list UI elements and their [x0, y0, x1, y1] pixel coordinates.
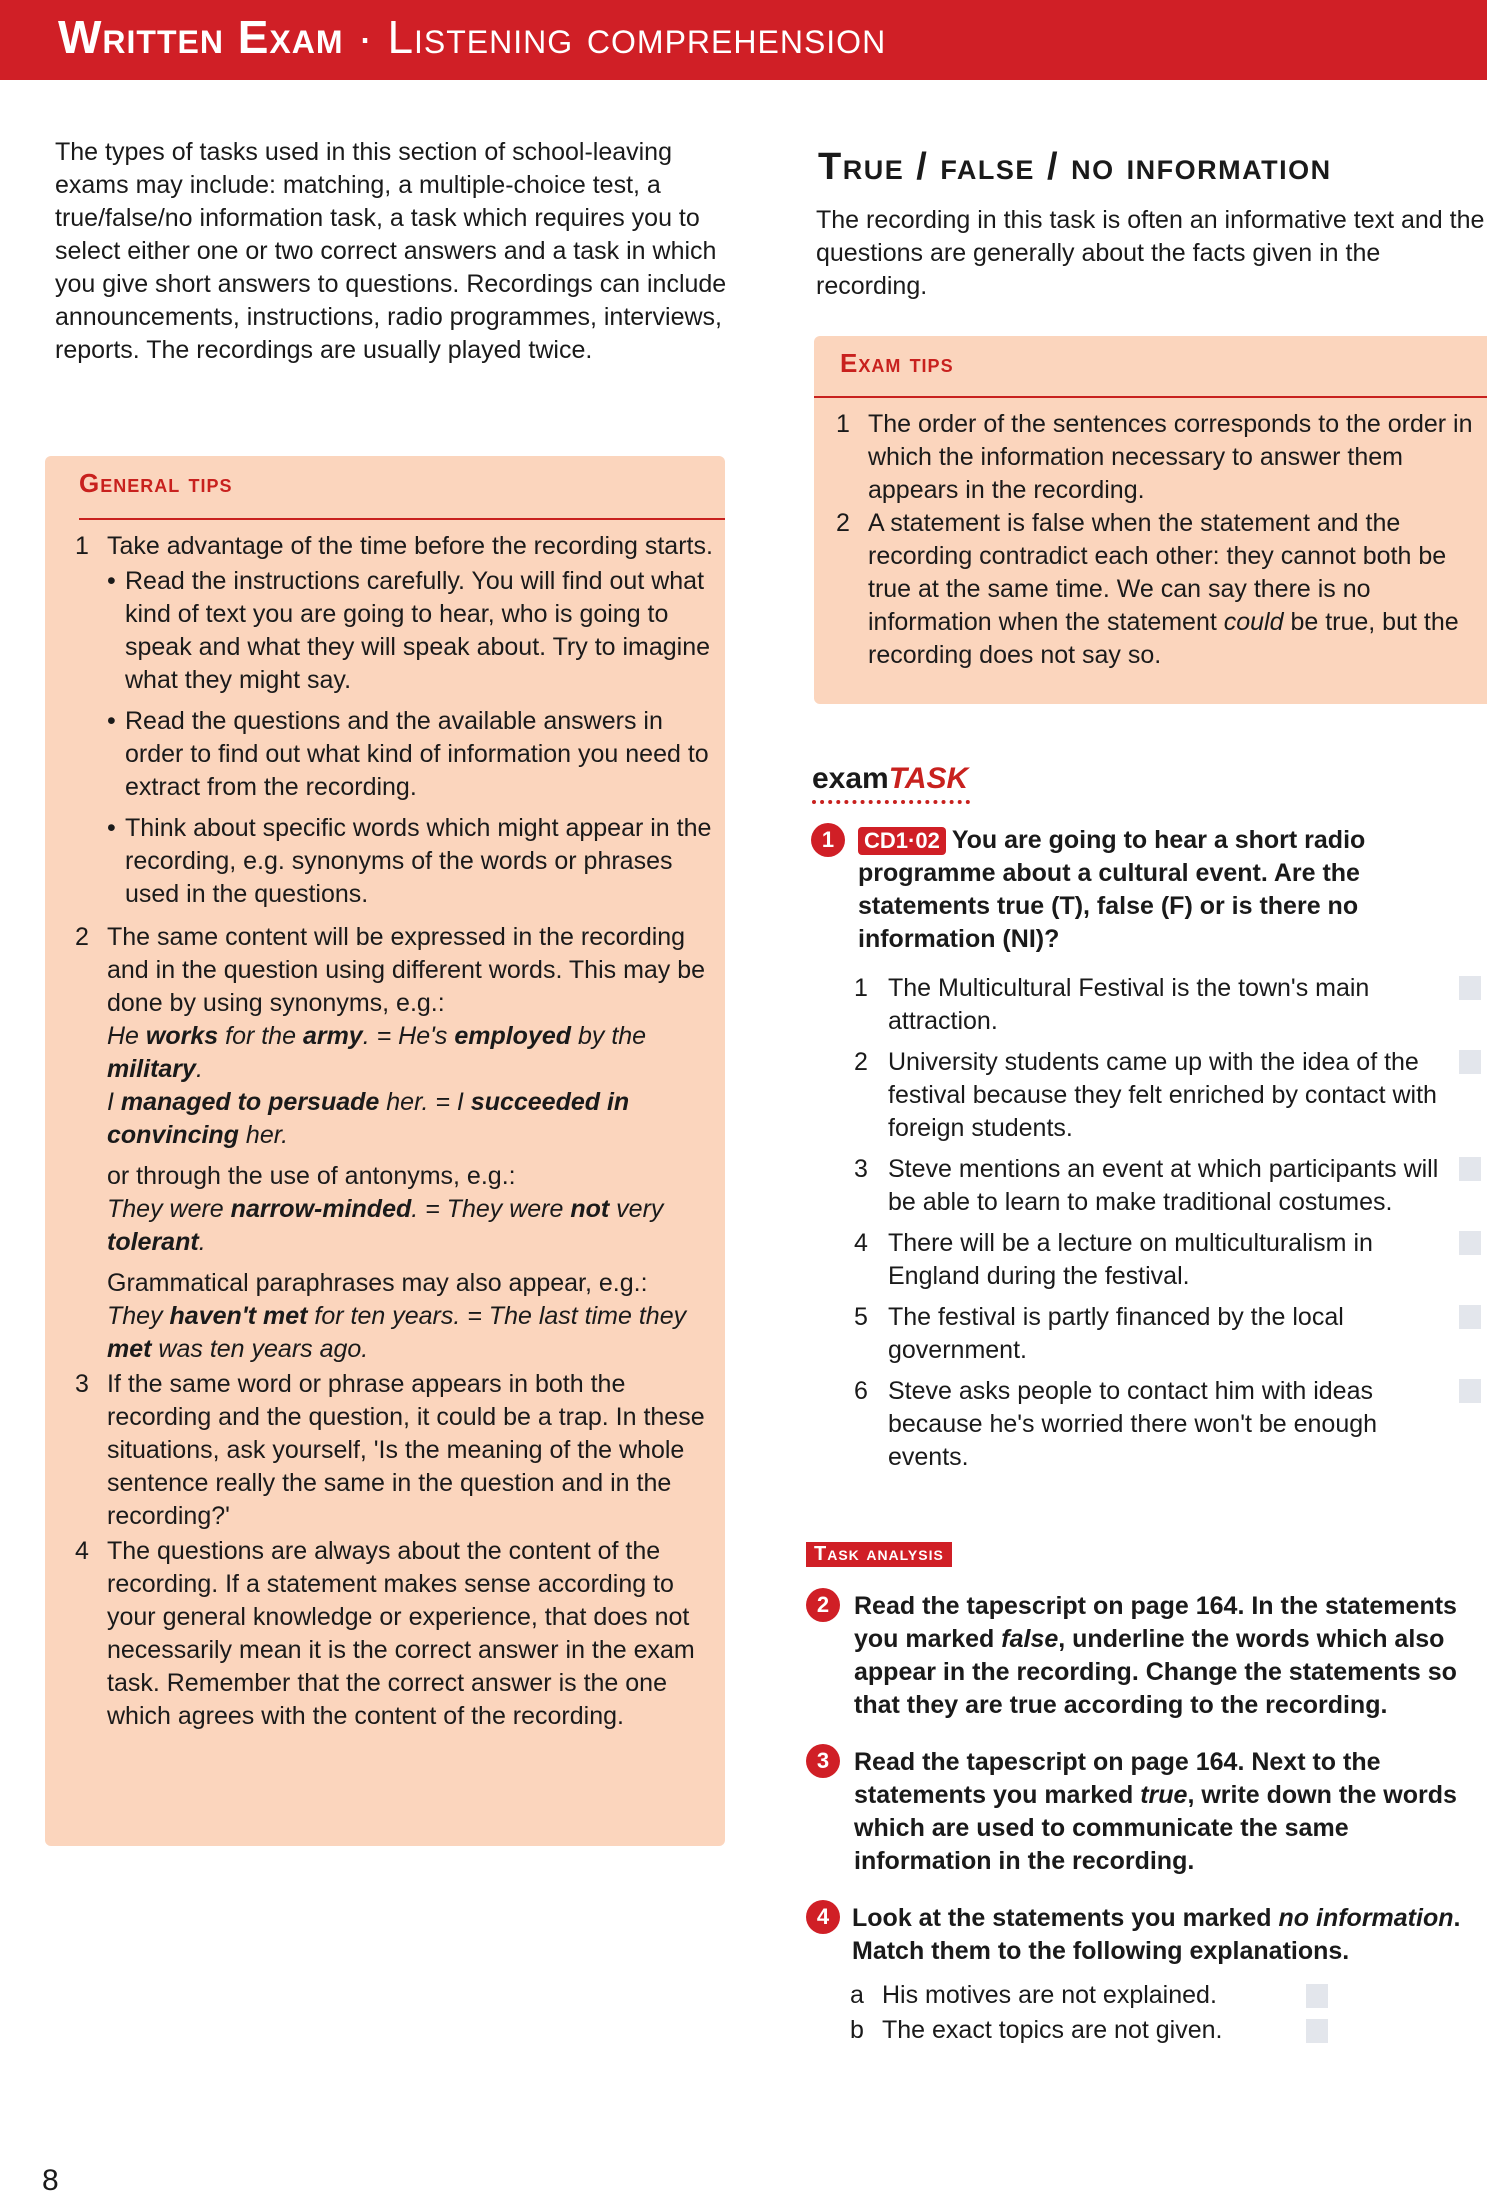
- item-number: 4: [75, 1537, 89, 1565]
- item-number: 1: [75, 532, 89, 560]
- general-tips-list: [75, 530, 715, 1735]
- exam-tips-box: [814, 336, 1487, 704]
- page-title: [58, 10, 886, 64]
- answer-box[interactable]: [1306, 2019, 1328, 2043]
- title-separator: ·: [357, 11, 374, 63]
- intro-text: The types of tasks used in this section of school-leaving exams may include: matching, a multiple-choice test, a true/false/no information task, a task which requires you to select either one or two correct answers and a task in which you give short answers to questions. Recordings can include announcements, instructions, radio programmes, interviews, reports. The recordings are usually played twice.: [55, 138, 727, 364]
- exam-task-label: examTASK: [812, 762, 969, 795]
- option-item: a His motives are not explained.: [850, 1978, 1350, 2013]
- option-item: b The exact topics are not given.: [850, 2013, 1350, 2048]
- question-number-badge: 1: [811, 823, 845, 857]
- exam-tips-list: [836, 408, 1481, 672]
- dotted-divider: [812, 800, 970, 804]
- title-listening: Listening comprehension: [387, 11, 887, 63]
- bullet-item: • Read the instructions carefully. You will find out what kind of text you are going to hear, who is going to speak and what they will speak about. Try to imagine what they might say.: [107, 567, 711, 694]
- item-text: Take advantage of the time before the recording starts.: [107, 532, 713, 560]
- answer-box[interactable]: [1459, 976, 1481, 1000]
- section-title: True / false / no information: [818, 146, 1332, 188]
- list-item: [75, 1368, 715, 1533]
- item-text: The same content will be expressed in the recording and in the question using different words. This may be done by using synonyms, e.g.:: [107, 923, 706, 1017]
- bullet-item: • Think about specific words which might appear in the recording, e.g. synonyms of the words or phrases used in the questions.: [107, 814, 712, 908]
- answer-box[interactable]: [1306, 1984, 1328, 2008]
- answer-box[interactable]: [1459, 1305, 1481, 1329]
- example-grammar: They haven't met for ten years. = The last time they met was ten years ago.: [107, 1302, 687, 1363]
- general-tips-box: [45, 456, 725, 1846]
- page-number: 8: [42, 2164, 59, 2197]
- list-item: [75, 1535, 715, 1733]
- statement-item: 1 The Multicultural Festival is the town's main attraction.: [854, 972, 1479, 1038]
- answer-box[interactable]: [1459, 1050, 1481, 1074]
- example-synonym-2: I managed to persuade her. = I succeeded in convincing her.: [107, 1088, 630, 1149]
- answer-box[interactable]: [1459, 1157, 1481, 1181]
- exam-tips-title: Exam tips: [840, 348, 954, 378]
- divider: [814, 396, 1487, 398]
- explanation-options: [850, 1978, 1350, 2048]
- question-number-badge: 3: [806, 1744, 840, 1778]
- statement-item: 3 Steve mentions an event at which participants will be able to learn to make traditional costumes.: [854, 1153, 1479, 1219]
- page-header: [0, 0, 1487, 80]
- list-item: [75, 530, 715, 919]
- question-number-badge: 2: [806, 1588, 840, 1622]
- example-synonym-1: He works for the army. = He's employed by the military.: [107, 1022, 647, 1083]
- answer-box[interactable]: [1459, 1231, 1481, 1255]
- bullet-item: • Read the questions and the available answers in order to find out what kind of information you need to extract from the recording.: [107, 707, 709, 801]
- question-4-heading: Look at the statements you marked no information. Match them to the following explanations.: [852, 1904, 1461, 1965]
- example-antonym: They were narrow-minded. = They were not very tolerant.: [107, 1195, 664, 1256]
- statement-item: 4 There will be a lecture on multiculturalism in England during the festival.: [854, 1227, 1479, 1293]
- item-text: The questions are always about the content of the recording. If a statement makes sense according to your general knowledge or experience, that does not necessarily mean it is the correct answer in the exam task. Remember that the correct answer is the one which agrees with the content of the recording.: [107, 1537, 695, 1730]
- general-tips-title: General tips: [79, 468, 233, 498]
- question-3-heading: Read the tapescript on page 164. Next to the statements you marked true, write down the words which are used to communicate the same information in the recording.: [854, 1748, 1457, 1875]
- question-1-heading: CD1·02 You are going to hear a short radio programme about a cultural event. Are the statements true (T), false (F) or is there no information (NI)?: [858, 826, 1366, 953]
- section-text: The recording in this task is often an informative text and the questions are generally about the facts given in the recording.: [816, 206, 1485, 300]
- list-item: [75, 921, 715, 1366]
- item-number: 2: [75, 923, 89, 951]
- grammar-text: Grammatical paraphrases may also appear, e.g.:: [107, 1269, 648, 1297]
- list-item: 2 A statement is false when the statement and the recording contradict each other: they cannot both be true at the same time. We can say there is no information when the statement could be true, but the recording does not say so.: [836, 509, 1459, 669]
- divider: [79, 518, 725, 520]
- list-item: 1 The order of the sentences corresponds to the order in which the information necessary to answer them appears in the recording.: [836, 410, 1473, 504]
- answer-box[interactable]: [1459, 1379, 1481, 1403]
- item-text: If the same word or phrase appears in both the recording and the question, it could be a trap. In these situations, ask yourself, 'Is the meaning of the whole sentence really the same in the question and in the recording?': [107, 1370, 705, 1530]
- cd-track-badge: CD1·02: [858, 827, 946, 855]
- item-number: 3: [75, 1370, 89, 1398]
- antonyms-text: or through the use of antonyms, e.g.:: [107, 1162, 516, 1190]
- statement-item: 6 Steve asks people to contact him with ideas because he's worried there won't be enough events.: [854, 1375, 1479, 1474]
- statements-list: [854, 972, 1479, 1482]
- task-analysis-label: Task analysis: [806, 1542, 952, 1567]
- statement-item: 5 The festival is partly financed by the local government.: [854, 1301, 1479, 1367]
- title-written-exam: Written Exam: [58, 11, 344, 63]
- question-2-heading: Read the tapescript on page 164. In the statements you marked false, underline the words which also appear in the recording. Change the statements so that they are true according to the recording.: [854, 1592, 1457, 1719]
- statement-item: 2 University students came up with the idea of the festival because they felt enriched by contact with foreign students.: [854, 1046, 1479, 1145]
- question-number-badge: 4: [806, 1900, 840, 1934]
